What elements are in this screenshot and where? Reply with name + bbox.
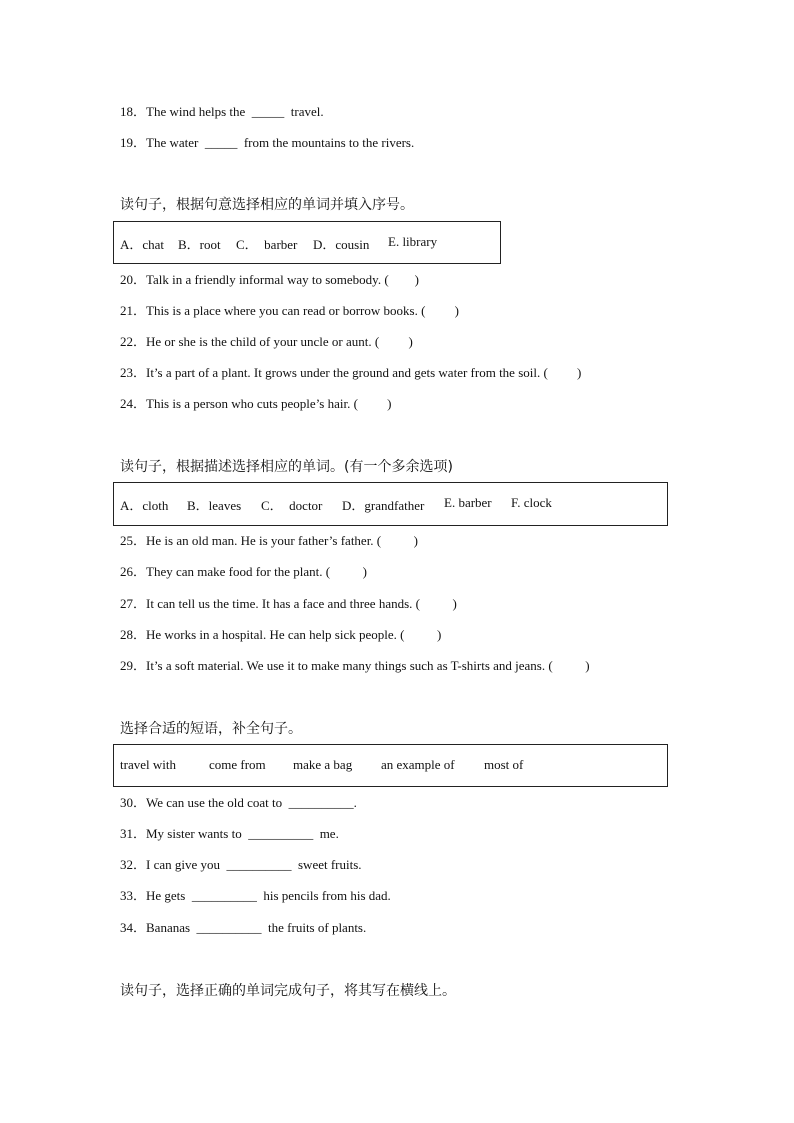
option-a: A．chat <box>120 237 165 252</box>
section-2-heading: 读句子，根据句意选择相应的单词并填入序号。 <box>120 197 414 213</box>
question-33: 33．He gets __________ his pencils from his dad. <box>120 888 391 903</box>
option-f: F. clock <box>511 495 552 510</box>
option-a: A．cloth <box>120 498 169 513</box>
question-29: 29．It’s a soft material. We use it to make many things such as T-shirts and jeans. ( ) <box>120 658 590 673</box>
phrase-option-2: come from <box>209 757 266 772</box>
question-20: 20．Talk in a friendly informal way to somebody. ( ) <box>120 272 419 287</box>
question-23: 23．It’s a part of a plant. It grows under the ground and gets water from the soil. ( ) <box>120 365 582 380</box>
option-e: E. barber <box>444 495 492 510</box>
question-24: 24．This is a person who cuts people’s hair. ( ) <box>120 396 392 411</box>
option-b: B．root <box>178 237 221 252</box>
question-27: 27．It can tell us the time. It has a face and three hands. ( ) <box>120 596 457 611</box>
option-d: D．grandfather <box>342 498 425 513</box>
option-c: C． doctor <box>261 498 323 513</box>
section-5-heading: 读句子，选择正确的单词完成句子，将其写在横线上。 <box>120 983 456 999</box>
option-d: D．cousin <box>313 237 370 252</box>
option-c: C． barber <box>236 237 298 252</box>
section-4-heading: 选择合适的短语，补全句子。 <box>120 721 302 737</box>
question-32: 32．I can give you __________ sweet fruits. <box>120 857 362 872</box>
question-22: 22．He or she is the child of your uncle or aunt. ( ) <box>120 334 413 349</box>
phrase-bank <box>113 744 668 787</box>
section-3-heading: 读句子，根据描述选择相应的单词。(有一个多余选项) <box>120 459 453 475</box>
question-30: 30．We can use the old coat to __________. <box>120 795 357 810</box>
question-26: 26．They can make food for the plant. ( ) <box>120 564 367 579</box>
question-19: 19．The water _____ from the mountains to the rivers. <box>120 135 415 150</box>
option-b: B．leaves <box>187 498 242 513</box>
phrase-option-5: most of <box>484 757 524 772</box>
question-34: 34．Bananas __________ the fruits of plants. <box>120 920 367 935</box>
phrase-option-1: travel with <box>120 757 176 772</box>
question-21: 21．This is a place where you can read or borrow books. ( ) <box>120 303 459 318</box>
word-bank-2 <box>113 221 501 264</box>
option-e: E. library <box>388 234 438 249</box>
phrase-option-3: make a bag <box>293 757 353 772</box>
word-bank-3 <box>113 482 668 526</box>
question-18: 18．The wind helps the _____ travel. <box>120 104 324 119</box>
phrase-option-4: an example of <box>381 757 455 772</box>
question-31: 31．My sister wants to __________ me. <box>120 826 339 841</box>
question-25: 25．He is an old man. He is your father’s father. ( ) <box>120 533 418 548</box>
question-28: 28．He works in a hospital. He can help sick people. ( ) <box>120 627 442 642</box>
